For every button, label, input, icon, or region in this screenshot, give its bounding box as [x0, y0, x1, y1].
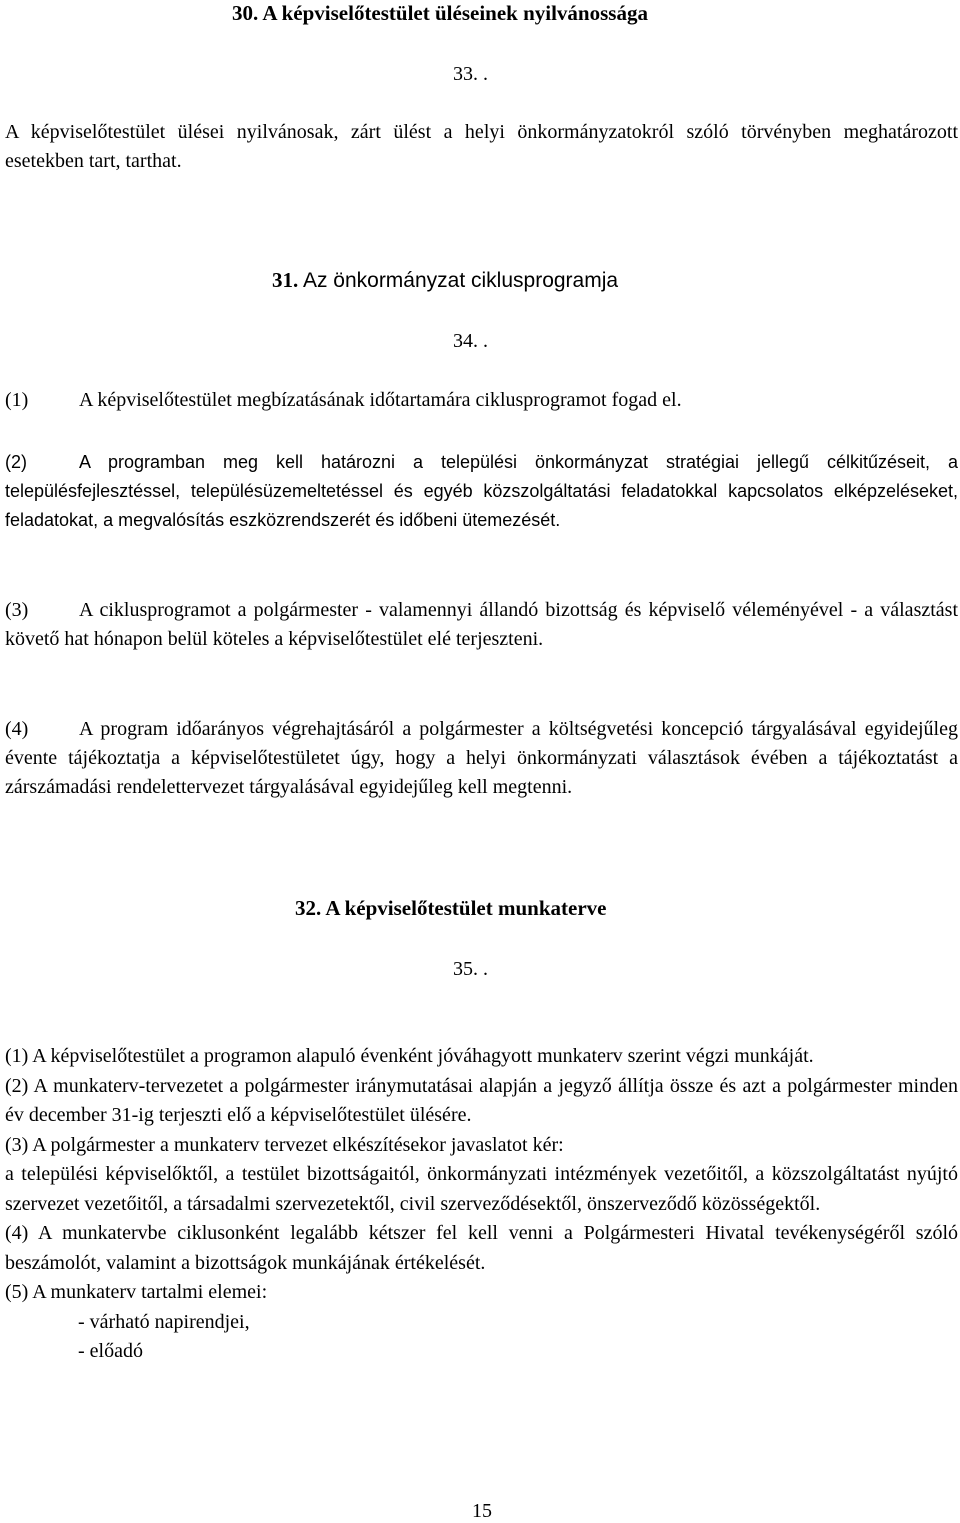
work-plan-dash-2: - előadó — [78, 1340, 143, 1362]
paragraph-2-label: (2) — [5, 452, 27, 472]
heading-32: 32. A képviselőtestület munkaterve — [295, 896, 607, 920]
work-plan-item-2: (2) A munkaterv-tervezetet a polgármester iránymutatásai alapján a jegyző állítja össze és azt a polgármester minden év december 31-ig terjeszti elő a képviselőtestület ülésére. — [5, 1074, 958, 1126]
paragraph-1 — [5, 386, 958, 415]
paragraph-3-text: A ciklusprogramot a polgármester - valamennyi állandó bizottság és képviselő véleményével - a választást követő hat hónapon belül köteles a képviselőtestület elé terjeszteni. — [5, 599, 958, 650]
section-number-34: 34. . — [453, 330, 488, 352]
work-plan-item-4: (4) A munkatervbe ciklusonként legalább kétszer fel kell venni a Polgármesteri Hivatal tevékenységéről szóló beszámolót, valamint a bizottságok munkájának értékelését. — [5, 1222, 958, 1274]
section-number-35: 35. . — [453, 958, 488, 980]
heading-31 — [272, 268, 618, 293]
heading-31-number: 31. — [272, 268, 299, 292]
page-number: 15 — [472, 1500, 492, 1522]
paragraph-intro: A képviselőtestület ülései nyilvánosak, zárt ülést a helyi önkormányzatokról szóló törvényben meghatározott esetekben tart, tarthat. — [5, 121, 958, 172]
paragraph-4-label: (4) — [5, 718, 29, 740]
paragraph-4-text: A program időarányos végrehajtásáról a polgármester a költségvetési koncepció tárgyalásával egyidejűleg évente tájékoztatja a képviselőtestületet úgy, hogy a helyi önkormányzati választások évében a tájékoztatást a zárszámadási rendelettervezet tárgyalásával egyidejűleg kell megtenni. — [5, 718, 958, 798]
work-plan-item-3-body: a települési képviselőktől, a testület bizottságaitól, önkormányzati intézmények vezetőitől, a közszolgáltatást nyújtó szervezet vezetőitől, a társadalmi szervezetektől, civil szerveződésektől, önszerveződő közösségektől. — [5, 1163, 958, 1215]
paragraph-2 — [5, 448, 958, 535]
work-plan-item-5: (5) A munkaterv tartalmi elemei: — [5, 1281, 268, 1303]
paragraph-3-label: (3) — [5, 599, 29, 621]
heading-31-text: Az önkormányzat ciklusprogramja — [302, 269, 619, 292]
paragraph-3 — [5, 596, 958, 654]
heading-30: 30. A képviselőtestület üléseinek nyilvánossága — [232, 1, 648, 25]
work-plan-dash-1: - várható napirendjei, — [78, 1310, 250, 1333]
work-plan-item-3: (3) A polgármester a munkaterv tervezet elkészítésekor javaslatot kér: — [5, 1133, 564, 1156]
work-plan-block — [5, 1042, 958, 1367]
paragraph-1-text: A képviselőtestület megbízatásának időtartamára ciklusprogramot fogad el. — [79, 389, 682, 411]
section-number-33: 33. . — [453, 63, 488, 85]
paragraph-4 — [5, 715, 958, 802]
paragraph-2-text: A programban meg kell határozni a települési önkormányzat stratégiai jellegű célkitűzéseit, a településfejlesztéssel, településüzemeltetéssel és egyéb közszolgáltatási feladatokkal kapcsolatos elképzeléseket, feladatokat, a megvalósítás eszközrendszerét és időbeni ütemezését. — [5, 452, 958, 530]
work-plan-item-1: (1) A képviselőtestület a programon alapuló évenként jóváhagyott munkaterv szerint végzi munkáját. — [5, 1045, 814, 1067]
paragraph-1-label: (1) — [5, 389, 29, 411]
